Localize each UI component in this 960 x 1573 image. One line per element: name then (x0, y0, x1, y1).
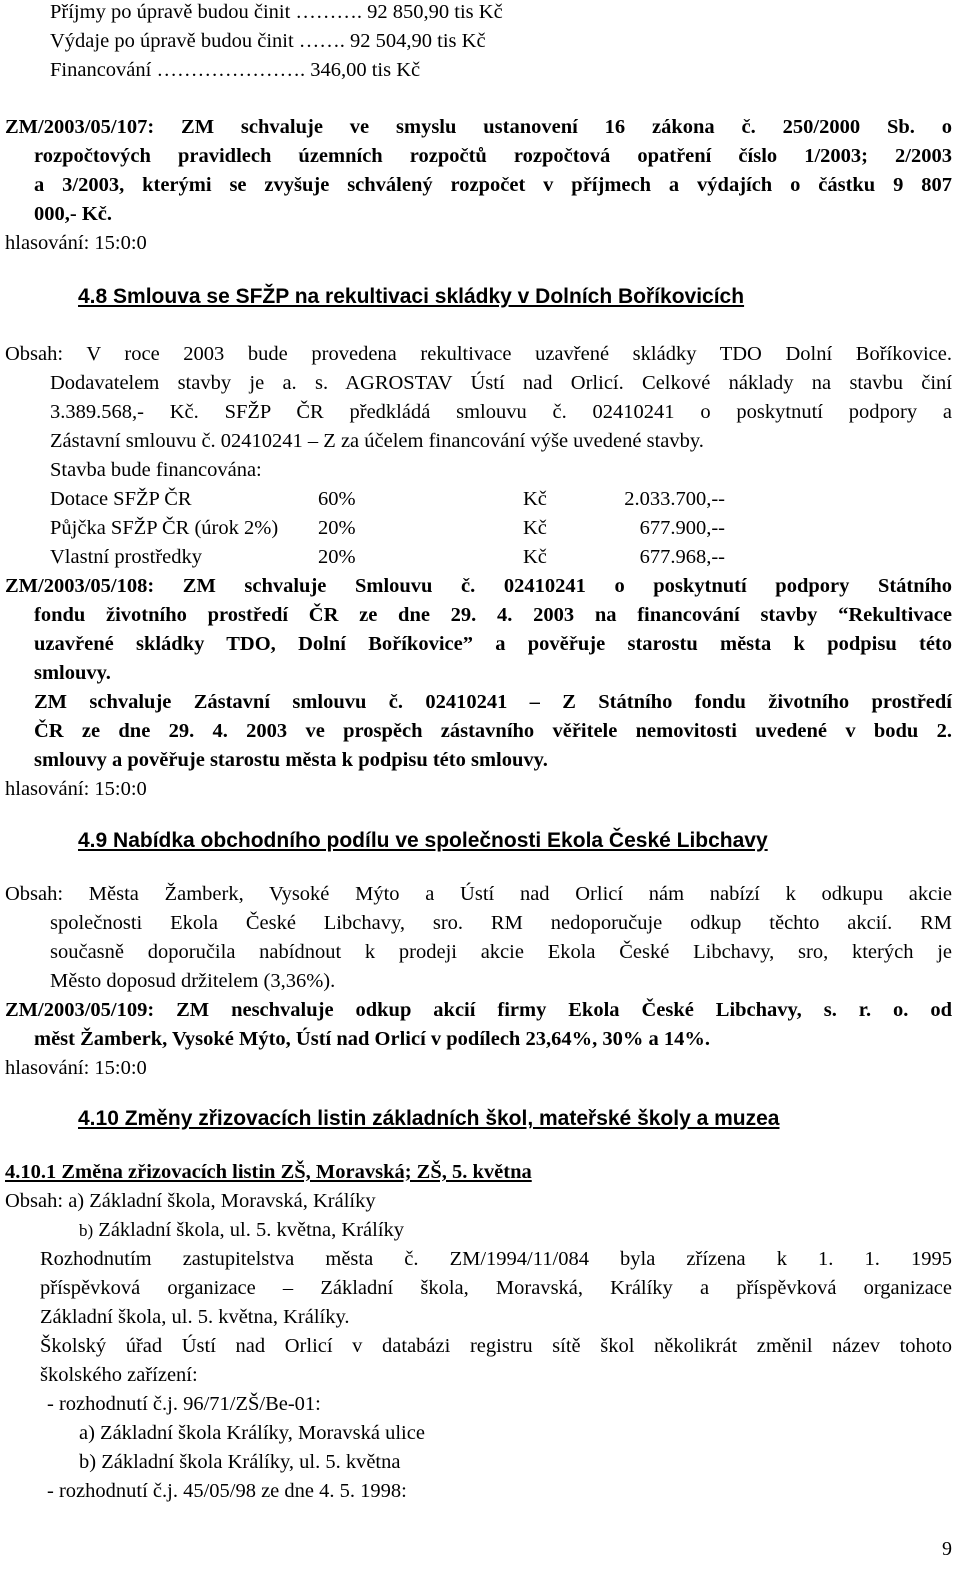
section-4-8-content-line-4: Zástavní smlouvu č. 02410241 – Z za účelem financování výše uvedené stavby. (50, 430, 704, 452)
section-4-8-content-line-2: Dodavatelem stavby je a. s. AGROSTAV Ústí nad Orlicí. Celkové náklady na stavbu činí (50, 372, 952, 394)
decision-1-item-a: a) Základní škola Králíky, Moravská ulice (79, 1422, 425, 1444)
section-4-9-content-line-4: Město doposud držitelem (3,36%). (50, 970, 336, 992)
budget-financing-line: Financování …………………. 346,00 tis Kč (50, 59, 421, 81)
row-currency: Kč (523, 488, 547, 510)
row-name: Půjčka SFŽP ČR (úrok 2%) (50, 517, 279, 539)
section-4-8-content-line-1: Obsah: V roce 2003 bude provedena rekultivace uzavřené skládky TDO Dolní Boříkovice. (5, 343, 952, 365)
decision-2: - rozhodnutí č.j. 45/05/98 ze dne 4. 5. 1998: (47, 1480, 407, 1502)
resolution-108-line-3: uzavřené skládky TDO, Dolní Boříkovice” a pověřuje starostu města k podpisu této (34, 633, 952, 655)
row-name: Dotace SFŽP ČR (50, 488, 192, 510)
vote-result: hlasování: 15:0:0 (5, 778, 147, 800)
decision-1: - rozhodnutí č.j. 96/71/ZŠ/Be-01: (47, 1393, 321, 1415)
resolution-109-line-1: ZM/2003/05/109: ZM neschvaluje odkup akcií firmy Ekola České Libchavy, s. r. o. od (5, 999, 952, 1021)
section-4-9-content-line-1: Obsah: Města Žamberk, Vysoké Mýto a Ústí nad Orlicí nám nabízí k odkupu akcie (5, 883, 952, 905)
vote-result: hlasování: 15:0:0 (5, 1057, 147, 1079)
resolution-107-line-2: rozpočtových pravidlech územních rozpočtů rozpočtová opatření číslo 1/2003; 2/2003 (34, 145, 952, 167)
financing-label: Stavba bude financována: (50, 459, 262, 481)
resolution-108-line-7: smlouvy a pověřuje starostu města k podpisu této smlouvy. (34, 749, 548, 771)
row-name: Vlastní prostředky (50, 546, 203, 568)
resolution-107-line-1: ZM/2003/05/107: ZM schvaluje ve smyslu ustanovení 16 zákona č. 250/2000 Sb. o (5, 116, 952, 138)
section-4-10-content-line-4: příspěvková organizace – Základní škola, Moravská, Králíky a příspěvková organizace (40, 1277, 952, 1299)
decision-1-item-b: b) Základní škola Králíky, ul. 5. května (79, 1451, 401, 1473)
budget-income-line: Příjmy po úpravě budou činit ………. 92 850,90 tis Kč (50, 1, 503, 23)
resolution-108-line-1: ZM/2003/05/108: ZM schvaluje Smlouvu č. 02410241 o poskytnutí podpory Státního (5, 575, 952, 597)
section-4-10-heading: 4.10 Změny zřizovacích listin základních škol, mateřské školy a muzea (78, 1107, 780, 1130)
section-4-8-heading: 4.8 Smlouva se SFŽP na rekultivaci skládky v Dolních Boříkovicích (78, 285, 745, 308)
subsection-4-10-1-heading: 4.10.1 Změna zřizovacích listin ZŠ, Moravská; ZŠ, 5. května (5, 1161, 532, 1183)
vote-result: hlasování: 15:0:0 (5, 232, 147, 254)
budget-expense-line: Výdaje po úpravě budou činit ……. 92 504,90 tis Kč (50, 30, 486, 52)
section-4-10-content-line-2 (79, 1216, 404, 1245)
section-4-9-content-line-2: společnosti Ekola České Libchavy, sro. RM nedoporučuje odkup těchto akcií. RM (50, 912, 952, 934)
section-4-9-heading: 4.9 Nabídka obchodního podílu ve společnosti Ekola České Libchavy (78, 829, 768, 852)
resolution-108-line-5: ZM schvaluje Zástavní smlouvu č. 02410241 – Z Státního fondu životního prostředí (34, 691, 952, 713)
resolution-107-line-3: a 3/2003, kterými se zvyšuje schválený rozpočet v příjmech a výdajích o částku 9 807 (34, 174, 952, 196)
item-text: Základní škola, ul. 5. května, Králíky (98, 1219, 405, 1241)
section-4-9-content-line-3: současně doporučila nabídnout k prodeji akcie Ekola České Libchavy, sro, kterých je (50, 941, 952, 963)
section-4-8-content-line-3: 3.389.568,- Kč. SFŽP ČR předkládá smlouvu č. 02410241 o poskytnutí podpory a (50, 401, 952, 423)
resolution-108-line-2: fondu životního prostředí ČR ze dne 29. 4. 2003 na financování stavby “Rekultivace (34, 604, 952, 626)
row-amount: 2.033.700,-- (624, 488, 725, 510)
resolution-108-line-6: ČR ze dne 29. 4. 2003 ve prospěch zástavního věřitele nemovitosti uvedené v bodu 2. (34, 720, 952, 742)
row-amount: 677.900,-- (639, 517, 725, 539)
row-amount: 677.968,-- (639, 546, 725, 568)
section-4-10-content-line-5: Základní škola, ul. 5. května, Králíky. (40, 1306, 350, 1328)
page-number: 9 (942, 1538, 952, 1560)
resolution-107-line-4: 000,- Kč. (34, 203, 112, 225)
row-percent: 20% (318, 546, 356, 568)
item-letter: b) (79, 1221, 94, 1240)
resolution-109-line-2: měst Žamberk, Vysoké Mýto, Ústí nad Orlicí v podílech 23,64%, 30% a 14%. (34, 1028, 710, 1050)
section-4-10-content-line-6: Školský úřad Ústí nad Orlicí v databázi registru sítě škol několikrát změnil název tohoto (40, 1335, 952, 1357)
row-percent: 20% (318, 517, 356, 539)
row-percent: 60% (318, 488, 356, 510)
resolution-108-line-4: smlouvy. (34, 662, 111, 684)
section-4-10-content-line-7: školského zařízení: (40, 1364, 198, 1386)
row-currency: Kč (523, 546, 547, 568)
section-4-10-content-line-1: Obsah: a) Základní škola, Moravská, Králíky (5, 1190, 376, 1212)
row-currency: Kč (523, 517, 547, 539)
section-4-10-content-line-3: Rozhodnutím zastupitelstva města č. ZM/1994/11/084 byla zřízena k 1. 1. 1995 (40, 1248, 952, 1270)
